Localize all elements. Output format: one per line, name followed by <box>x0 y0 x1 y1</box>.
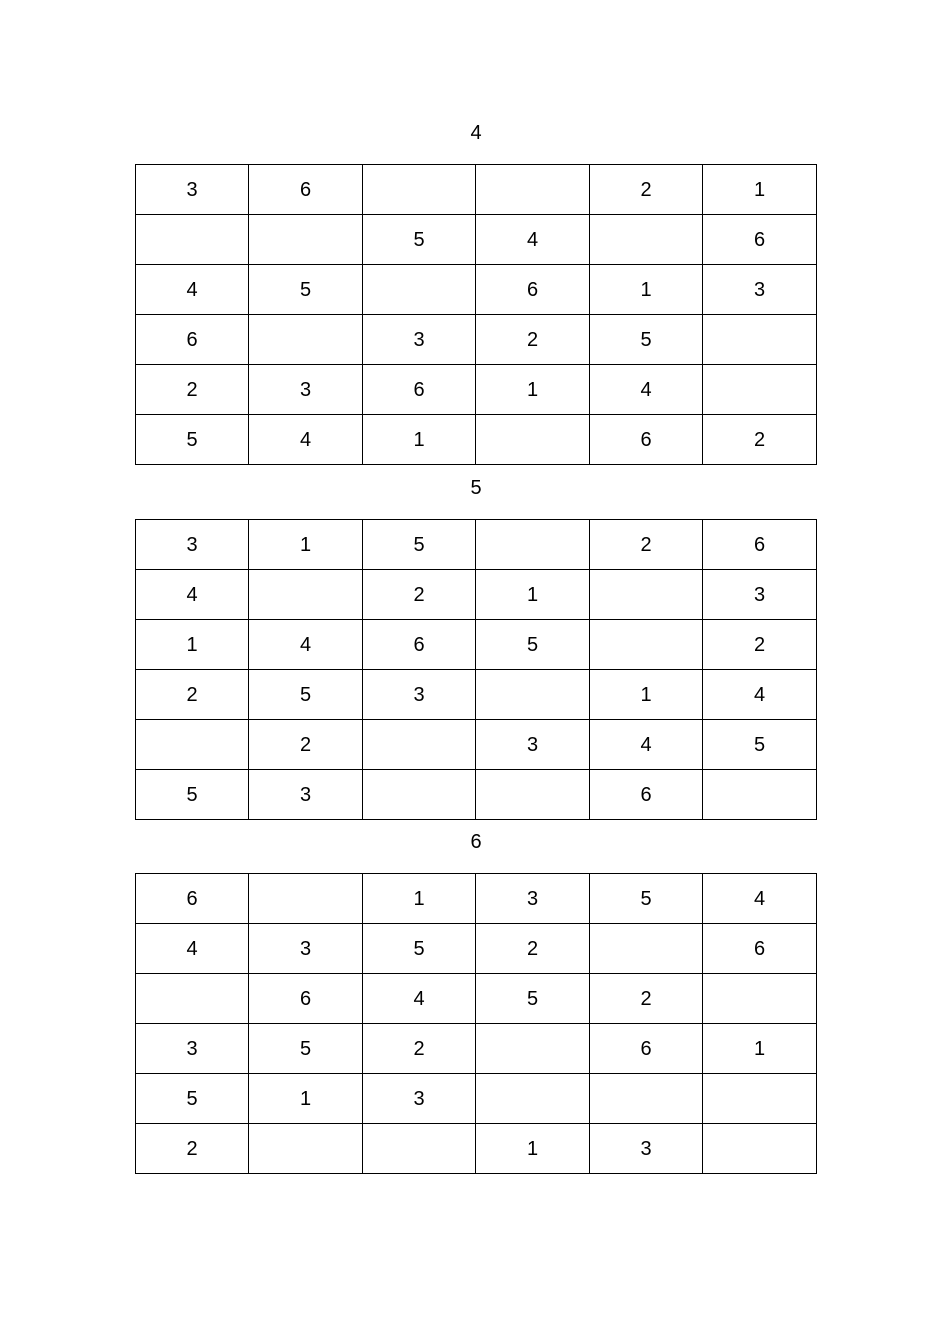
grid-cell: 5 <box>363 924 476 974</box>
grid-cell: 1 <box>476 1124 590 1174</box>
grid-cell: 4 <box>363 974 476 1024</box>
grid-cell: 6 <box>136 874 249 924</box>
grid-cell: 2 <box>363 1024 476 1074</box>
grid-cell: 2 <box>136 365 249 415</box>
grid-cell: 6 <box>590 415 703 465</box>
grid-cell: 6 <box>590 770 703 820</box>
grid-cell: 5 <box>590 315 703 365</box>
grid-cell: 4 <box>476 215 590 265</box>
grid-cell <box>136 215 249 265</box>
grid-cell: 5 <box>249 1024 363 1074</box>
grid-cell <box>476 1074 590 1124</box>
grid-cell <box>249 874 363 924</box>
grid-row <box>136 165 817 215</box>
grid-row <box>136 1074 817 1124</box>
grid-row <box>136 974 817 1024</box>
grid-cell: 5 <box>136 1074 249 1124</box>
grid-cell: 1 <box>590 670 703 720</box>
grid-row <box>136 265 817 315</box>
grid-cell: 1 <box>590 265 703 315</box>
grid-cell <box>476 770 590 820</box>
grid-cell: 3 <box>703 570 817 620</box>
grid-cell: 6 <box>249 165 363 215</box>
grid-cell: 6 <box>703 215 817 265</box>
grid-cell: 5 <box>703 720 817 770</box>
grid-cell: 4 <box>136 265 249 315</box>
grid-cell: 3 <box>476 874 590 924</box>
grid-cell <box>249 1124 363 1174</box>
grid-cell <box>703 1124 817 1174</box>
grid-cell <box>249 570 363 620</box>
grid-cell: 3 <box>249 770 363 820</box>
grid-cell <box>136 720 249 770</box>
grid-cell: 5 <box>249 670 363 720</box>
grid-cell <box>363 720 476 770</box>
grid-cell: 4 <box>590 720 703 770</box>
grid-cell: 2 <box>703 620 817 670</box>
puzzle-grid <box>135 164 817 465</box>
grid-cell <box>476 415 590 465</box>
grid-row <box>136 215 817 265</box>
puzzle-title: 4 <box>470 122 482 144</box>
grid-cell: 6 <box>363 365 476 415</box>
grid-cell <box>590 215 703 265</box>
grid-cell <box>590 1074 703 1124</box>
grid-cell: 5 <box>249 265 363 315</box>
grid-cell: 6 <box>590 1024 703 1074</box>
grid-cell <box>590 570 703 620</box>
grid-cell: 6 <box>363 620 476 670</box>
grid-cell <box>363 770 476 820</box>
puzzle-title: 5 <box>470 477 482 499</box>
grid-cell: 5 <box>363 215 476 265</box>
grid-row <box>136 874 817 924</box>
grid-cell: 6 <box>703 924 817 974</box>
grid-cell <box>249 315 363 365</box>
grid-cell: 2 <box>249 720 363 770</box>
grid-cell: 3 <box>703 265 817 315</box>
grid-row <box>136 415 817 465</box>
grid-row <box>136 520 817 570</box>
grid-cell <box>703 770 817 820</box>
grid-cell: 2 <box>136 670 249 720</box>
grid-cell: 2 <box>590 165 703 215</box>
grid-cell <box>590 620 703 670</box>
grid-cell <box>590 924 703 974</box>
grid-cell: 5 <box>590 874 703 924</box>
grid-cell: 2 <box>363 570 476 620</box>
grid-cell: 2 <box>590 974 703 1024</box>
grid-cell: 3 <box>136 1024 249 1074</box>
grid-cell <box>476 520 590 570</box>
grid-cell: 6 <box>703 520 817 570</box>
grid-cell: 1 <box>249 520 363 570</box>
grid-cell: 4 <box>136 570 249 620</box>
grid-row <box>136 1124 817 1174</box>
grid-cell: 1 <box>703 165 817 215</box>
grid-row <box>136 315 817 365</box>
grid-cell: 6 <box>136 315 249 365</box>
puzzle-title: 6 <box>470 831 482 853</box>
grid-cell: 1 <box>249 1074 363 1124</box>
grid-cell: 3 <box>590 1124 703 1174</box>
grid-cell: 3 <box>136 520 249 570</box>
grid-row <box>136 620 817 670</box>
grid-cell: 1 <box>703 1024 817 1074</box>
grid-cell <box>703 315 817 365</box>
grid-cell: 4 <box>703 670 817 720</box>
grid-cell: 1 <box>136 620 249 670</box>
grid-cell <box>249 215 363 265</box>
grid-cell: 1 <box>476 570 590 620</box>
grid-cell: 5 <box>476 620 590 670</box>
grid-cell: 3 <box>249 924 363 974</box>
grid-cell <box>476 1024 590 1074</box>
grid-row <box>136 720 817 770</box>
grid-cell: 4 <box>136 924 249 974</box>
grid-cell: 2 <box>136 1124 249 1174</box>
grid-cell: 4 <box>590 365 703 415</box>
puzzle-grid <box>135 873 817 1174</box>
grid-cell: 3 <box>363 1074 476 1124</box>
grid-cell <box>363 1124 476 1174</box>
grid-cell: 2 <box>703 415 817 465</box>
grid-row <box>136 570 817 620</box>
grid-cell: 5 <box>136 770 249 820</box>
grid-cell: 6 <box>476 265 590 315</box>
grid-cell: 6 <box>249 974 363 1024</box>
grid-cell <box>476 165 590 215</box>
grid-cell: 2 <box>590 520 703 570</box>
grid-cell <box>363 165 476 215</box>
grid-cell: 4 <box>249 415 363 465</box>
grid-cell: 1 <box>476 365 590 415</box>
grid-row <box>136 1024 817 1074</box>
grid-row <box>136 924 817 974</box>
grid-cell: 5 <box>136 415 249 465</box>
grid-cell: 3 <box>249 365 363 415</box>
grid-row <box>136 770 817 820</box>
grid-cell: 5 <box>476 974 590 1024</box>
grid-cell: 5 <box>363 520 476 570</box>
grid-cell: 3 <box>476 720 590 770</box>
grid-row <box>136 670 817 720</box>
grid-cell: 3 <box>136 165 249 215</box>
grid-cell <box>703 974 817 1024</box>
grid-cell: 3 <box>363 670 476 720</box>
grid-cell: 2 <box>476 315 590 365</box>
grid-cell <box>363 265 476 315</box>
grid-cell: 1 <box>363 415 476 465</box>
grid-cell: 3 <box>363 315 476 365</box>
grid-cell: 1 <box>363 874 476 924</box>
grid-cell <box>476 670 590 720</box>
grid-row <box>136 365 817 415</box>
grid-cell: 4 <box>703 874 817 924</box>
grid-cell <box>703 1074 817 1124</box>
grid-cell: 2 <box>476 924 590 974</box>
grid-cell <box>703 365 817 415</box>
grid-cell <box>136 974 249 1024</box>
grid-cell: 4 <box>249 620 363 670</box>
puzzle-grid <box>135 519 817 820</box>
